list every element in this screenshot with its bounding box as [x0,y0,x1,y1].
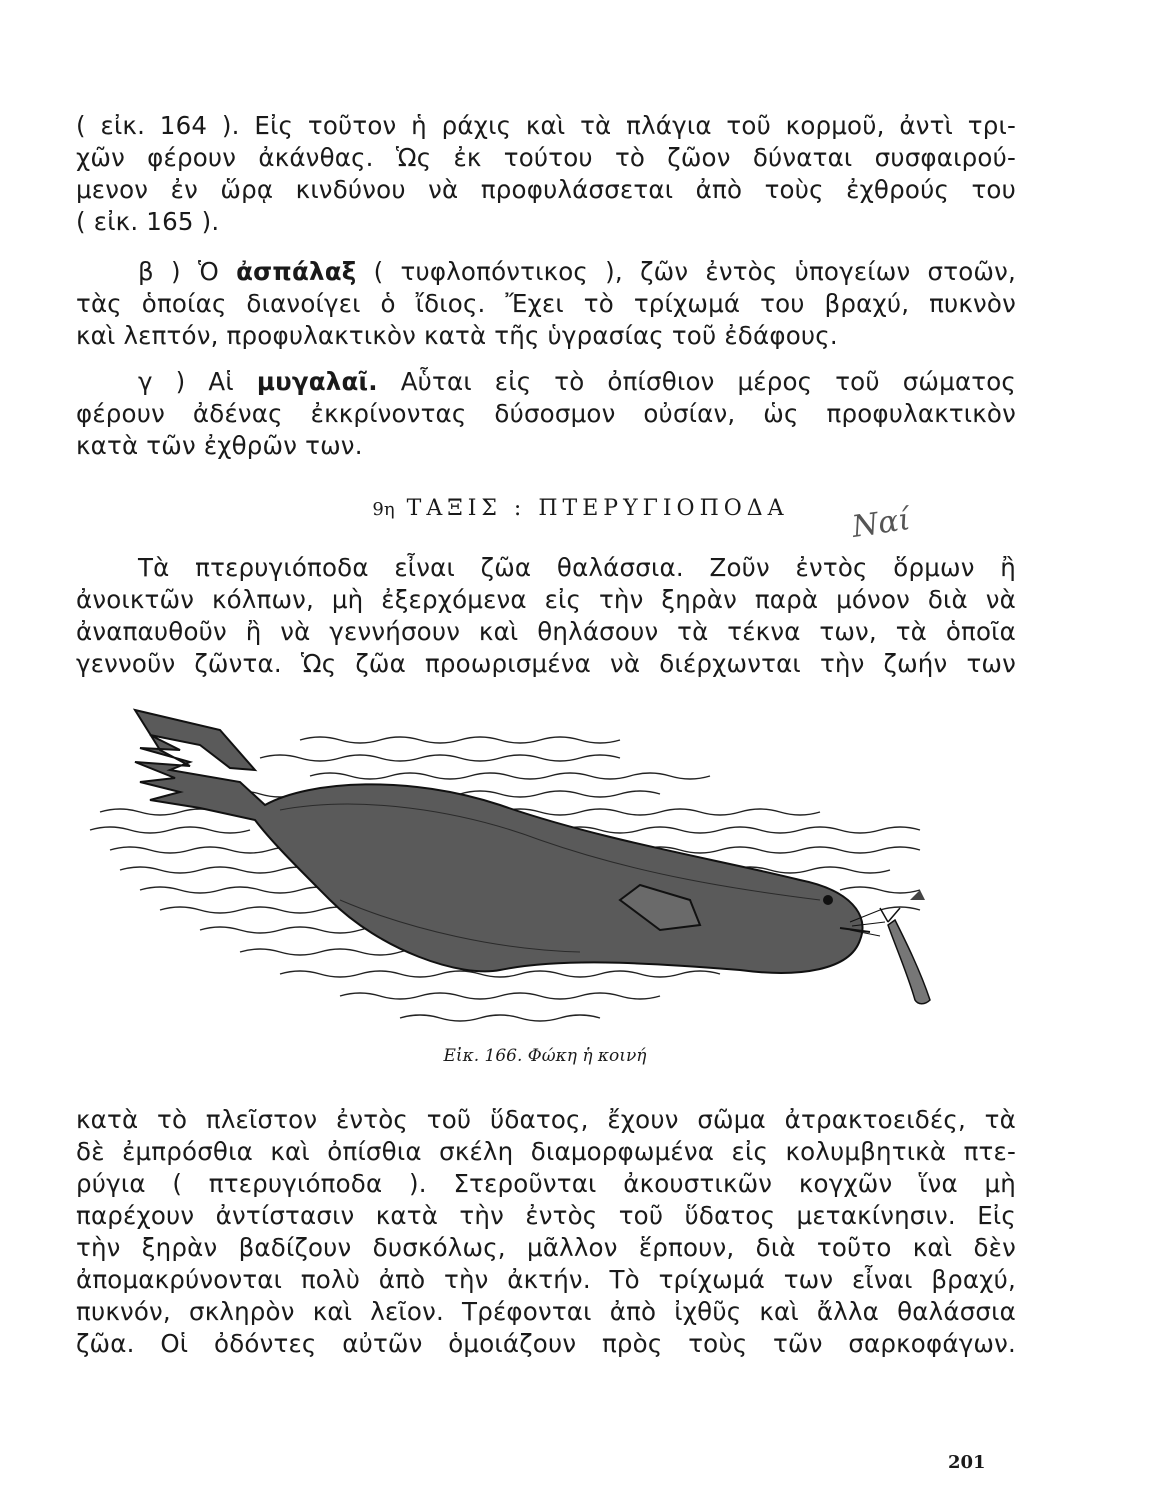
heading-label: ΤΑΞΙΣ : ΠΤΕΡΥΓΙΟΠΟΔΑ [406,496,789,521]
page-number: 201 [948,1452,986,1473]
text-line: δὲ ἐμπρόσθια καὶ ὀπίσθια σκέλη διαμορφωμένα εἰς κολυμβητικὰ πτε- [76,1137,1016,1166]
figure-caption: Εἰκ. 166. Φώκη ἡ κοινή [443,1046,647,1066]
text-line: ζῶα. Οἱ ὀδόντες αὐτῶν ὁμοιάζουν πρὸς τοὺς τῶν σαρκοφάγων. [76,1329,1016,1358]
text-line: ρύγια ( πτερυγιόποδα ). Στεροῦνται ἀκουστικῶν κογχῶν ἵνα μὴ [76,1169,1016,1198]
paragraph-shrews [76,366,1016,462]
text-line: φέρουν ἀδένας ἐκκρίνοντας δύσοσμον οὐσίαν, ὡς προφυλακτικὸν [76,399,1016,428]
text-line: χῶν φέρουν ἀκάνθας. Ὡς ἐκ τούτου τὸ ζῶον δύναται συσφαιρού- [76,143,1016,172]
text-line: ( εἰκ. 164 ). Εἰς τοῦτον ἡ ράχις καὶ τὰ πλάγια τοῦ κορμοῦ, ἀντὶ τρι- [76,111,1016,140]
heading-ordinal: 9η [372,499,395,520]
handwritten-note: Ναί [849,502,913,545]
text-line: ἀπομακρύνονται πολὺ ἀπὸ τὴν ἀκτήν. Τὸ τρίχωμά των εἶναι βραχύ, [76,1265,1016,1294]
seal-body [135,710,885,973]
text-line: τὴν ξηρὰν βαδίζουν δυσκόλως, μᾶλλον ἕρπουν, διὰ τοῦτο καὶ δὲν [76,1233,1016,1262]
term-bold: ἀσπάλαξ [236,257,357,286]
text-line: παρέχουν ἀντίστασιν κατὰ τὴν ἐντὸς τοῦ ὕδατος μετακίνησιν. Εἰς [76,1201,1016,1230]
term-bold: μυγαλαῖ. [256,367,378,396]
item-marker: γ ) Αἱ [138,367,257,396]
seal-illustration [80,700,980,1030]
section-heading [0,496,1161,521]
text-line [76,366,1016,398]
text-line: πυκνόν, σκληρὸν καὶ λεῖον. Τρέφονται ἀπὸ ἰχθῦς καὶ ἄλλα θαλάσσια [76,1297,1016,1326]
paragraph-pinnipeds-intro [76,552,1016,680]
text-line: ἀνοικτῶν κόλπων, μὴ ἐξερχόμενα εἰς τὴν ξηρὰν παρὰ μόνον διὰ νὰ [76,585,1016,614]
text-line: ἀναπαυθοῦν ἢ νὰ γεννήσουν καὶ θηλάσουν τὰ τέκνα των, τὰ ὁποῖα [76,617,1016,646]
text-line: καὶ λεπτόν, προφυλακτικὸν κατὰ τῆς ὑγρασίας τοῦ ἐδάφους. [76,321,838,350]
text-line: τὰς ὁποίας διανοίγει ὁ ἴδιος. Ἔχει τὸ τρίχωμά του βραχύ, πυκνὸν [76,289,1016,318]
item-marker: β ) Ὁ [138,257,237,286]
text-line [76,256,1016,288]
text-line: Τὰ πτερυγιόποδα εἶναι ζῶα θαλάσσια. Ζοῦν ἐντὸς ὅρμων ἢ [138,553,1016,582]
paragraph-hedgehog-continued [76,110,1016,238]
paragraph-pinnipeds-body [76,1104,1016,1360]
line-text: Αὗται εἰς τὸ ὀπίσθιον μέρος τοῦ σώματος [377,367,1017,396]
line-text: ( τυφλοπόντικος ), ζῶν ἐντὸς ὑπογείων στοῶν, [356,257,1016,286]
text-line: κατὰ τὸ πλεῖστον ἐντὸς τοῦ ὕδατος, ἔχουν σῶμα ἀτρακτοειδές, τὰ [76,1105,1016,1134]
text-line: μενον ἐν ὥρᾳ κινδύνου νὰ προφυλάσσεται ἀπὸ τοὺς ἐχθρούς του [76,175,1016,204]
paragraph-mole [76,256,1016,352]
text-line: κατὰ τῶν ἐχθρῶν των. [76,431,363,460]
text-line: ( εἰκ. 165 ). [76,207,220,236]
text-line: γεννοῦν ζῶντα. Ὡς ζῶα προωρισμένα νὰ διέρχωνται τὴν ζωήν των [76,649,1016,678]
